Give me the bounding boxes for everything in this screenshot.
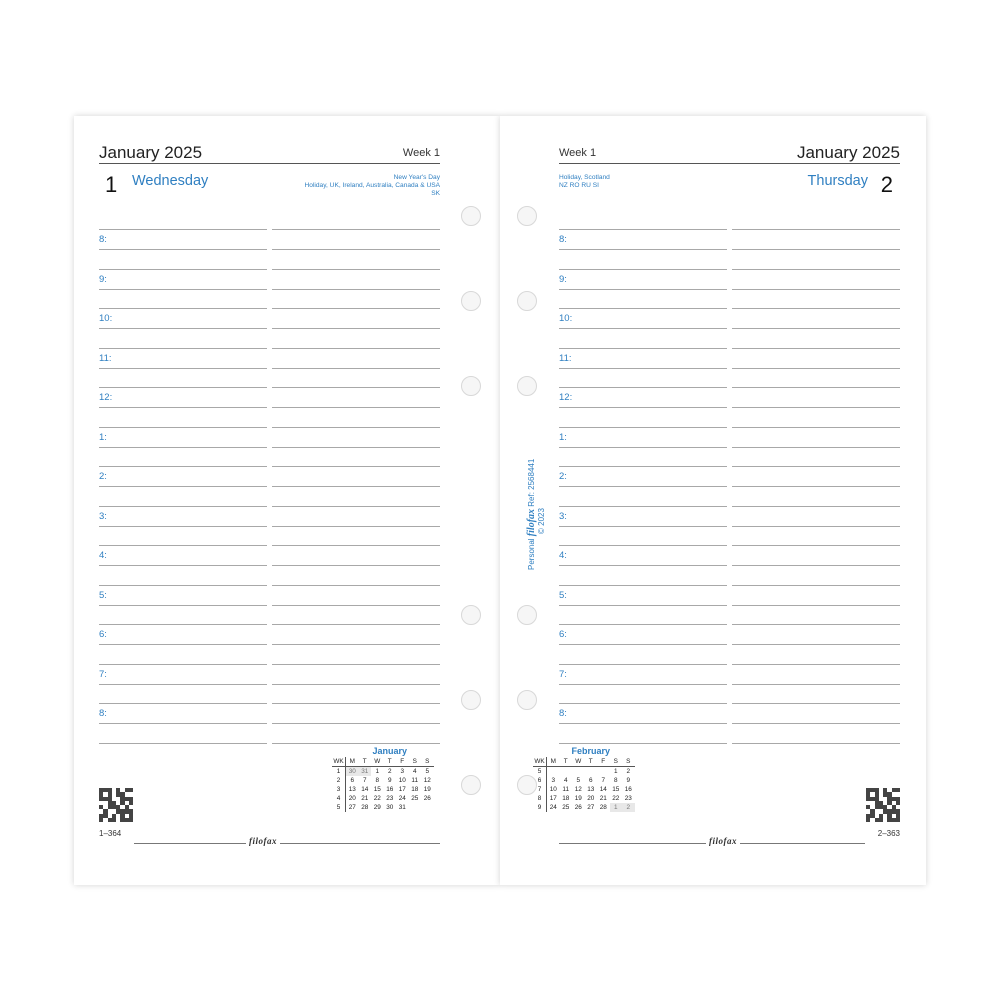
binder-hole [461, 291, 481, 311]
hour-label: 11: [559, 352, 572, 364]
day-number: 1 [105, 172, 118, 197]
calendar-day: 24 [549, 804, 557, 811]
ruled-line [732, 743, 900, 744]
week-number: 9 [533, 803, 547, 812]
ruled-line [559, 624, 727, 625]
binder-hole [517, 775, 537, 795]
ruled-line [732, 427, 900, 428]
calendar-day: 26 [423, 795, 431, 802]
ruled-line [732, 289, 900, 290]
calendar-day [560, 767, 573, 776]
filofax-logo: filofax [706, 836, 740, 846]
hour-label: 6: [559, 629, 567, 640]
hour-label: 4: [559, 550, 567, 561]
ruled-line [732, 229, 900, 230]
calendar-day: 25 [562, 804, 570, 811]
ruled-line [99, 308, 267, 309]
ruled-line [732, 545, 900, 546]
calendar-day: 7 [601, 777, 606, 784]
hour-label: 8: [559, 708, 567, 719]
binder-hole [461, 605, 481, 625]
calendar-day: 13 [348, 786, 356, 793]
calendar-day: 7 [362, 777, 367, 784]
ruled-line [272, 526, 440, 527]
day-number: 2 [880, 172, 893, 197]
qr-code [866, 788, 900, 822]
ruled-line [559, 407, 727, 408]
size-label: Personal [527, 538, 536, 570]
calendar-header: S [622, 757, 635, 767]
ruled-line [732, 605, 900, 606]
week-number: 5 [533, 767, 547, 776]
ruled-line [732, 565, 900, 566]
ruled-line [99, 605, 267, 606]
calendar-day: 28 [361, 804, 369, 811]
header-rule [99, 163, 440, 164]
ruled-line [559, 308, 727, 309]
mini-calendar-grid [533, 757, 635, 812]
month-title: January 2025 [99, 143, 203, 162]
calendar-day: 8 [613, 777, 618, 784]
calendar-day: 27 [348, 804, 356, 811]
calendar-day: 15 [612, 786, 620, 793]
hour-label: 1: [559, 431, 567, 443]
ruled-line [99, 684, 267, 685]
ruled-line [559, 328, 727, 329]
ruled-line [559, 743, 727, 744]
hour-label: 7: [559, 668, 567, 680]
ruled-line [559, 486, 727, 487]
ruled-line [99, 526, 267, 527]
calendar-day: 18 [411, 786, 419, 793]
ruled-line [732, 486, 900, 487]
calendar-day: 19 [423, 786, 431, 793]
ruled-line [272, 585, 440, 586]
calendar-header: T [585, 757, 598, 767]
hour-label: 12: [559, 392, 573, 403]
calendar-day: 1 [375, 768, 380, 775]
ruled-line [272, 664, 440, 665]
calendar-day: 9 [387, 777, 392, 784]
ruled-line [99, 545, 267, 546]
calendar-day: 29 [373, 804, 381, 811]
ruled-line [732, 328, 900, 329]
calendar-header: WK [533, 757, 547, 767]
calendar-day: 5 [576, 777, 581, 784]
hour-label: 3: [99, 510, 107, 522]
calendar-header: WK [332, 757, 346, 767]
week-number: 2 [332, 776, 346, 785]
ruled-line [732, 723, 900, 724]
ruled-line [559, 269, 727, 270]
calendar-day: 28 [599, 804, 607, 811]
ruled-line [732, 506, 900, 507]
hour-label: 8: [99, 234, 107, 245]
calendar-day: 2 [622, 803, 635, 812]
qr-module [129, 818, 133, 822]
calendar-day: 4 [412, 768, 417, 775]
hour-label: 4: [99, 550, 107, 561]
mini-calendar-title: February [571, 746, 610, 756]
binder-hole [461, 775, 481, 795]
ruled-line [559, 289, 727, 290]
ruled-line [99, 407, 267, 408]
calendar-day [585, 767, 598, 776]
ruled-line [559, 684, 727, 685]
calendar-day: 4 [563, 777, 568, 784]
ruled-line [272, 743, 440, 744]
week-number: 1 [332, 767, 346, 776]
week-number: 7 [533, 785, 547, 794]
week-label: Week 1 [402, 147, 440, 159]
hour-label: 3: [559, 510, 567, 522]
header-rule [559, 163, 900, 164]
ruled-line [99, 723, 267, 724]
calendar-header: M [547, 757, 560, 767]
calendar-header: S [421, 757, 434, 767]
calendar-day: 11 [562, 786, 570, 793]
week-label: Week 1 [559, 147, 597, 159]
ruled-line [559, 506, 727, 507]
ruled-line [272, 289, 440, 290]
mini-calendar [533, 746, 635, 812]
ruled-line [559, 387, 727, 388]
day-name: Thursday [807, 173, 868, 189]
calendar-day [597, 767, 610, 776]
ruled-line [732, 644, 900, 645]
hour-label: 9: [559, 273, 567, 285]
ruled-line [99, 624, 267, 625]
calendar-day: 6 [588, 777, 593, 784]
ruled-line [272, 723, 440, 724]
calendar-day: 10 [549, 786, 557, 793]
holiday-notes [559, 174, 610, 190]
calendar-header: M [346, 757, 359, 767]
calendar-day: 6 [350, 777, 355, 784]
binder-hole [517, 605, 537, 625]
ruled-line [732, 447, 900, 448]
reference-number: Ref: 2568441 [527, 458, 536, 507]
calendar-day: 26 [574, 804, 582, 811]
ruled-line [99, 703, 267, 704]
calendar-day: 25 [411, 795, 419, 802]
hour-label: 5: [99, 589, 107, 601]
calendar-day: 22 [373, 795, 381, 802]
hour-label: 8: [99, 708, 107, 719]
ruled-line [732, 348, 900, 349]
ruled-line [272, 466, 440, 467]
calendar-day: 1 [613, 768, 618, 775]
calendar-day: 23 [386, 795, 394, 802]
ruled-line [99, 348, 267, 349]
week-number: 3 [332, 785, 346, 794]
binder-hole [461, 690, 481, 710]
calendar-day: 3 [400, 768, 405, 775]
qr-module [896, 818, 900, 822]
ruled-line [99, 229, 267, 230]
ruled-line [559, 644, 727, 645]
holiday-line: New Year's Day [393, 174, 440, 181]
ruled-line [99, 387, 267, 388]
hour-label: 2: [559, 471, 567, 482]
ruled-line [99, 664, 267, 665]
calendar-day: 17 [549, 795, 557, 802]
calendar-day: 23 [624, 795, 632, 802]
ruled-line [559, 229, 727, 230]
ruled-line [99, 585, 267, 586]
ruled-line [272, 269, 440, 270]
ruled-line [99, 269, 267, 270]
ruled-line [732, 624, 900, 625]
ruled-line [99, 506, 267, 507]
calendar-day: 5 [425, 768, 430, 775]
calendar-day: 16 [624, 786, 632, 793]
holiday-notes [305, 174, 440, 199]
week-number: 5 [332, 803, 346, 812]
calendar-day: 15 [373, 786, 381, 793]
hour-label: 2: [99, 471, 107, 482]
calendar-day: 20 [348, 795, 356, 802]
ruled-line [272, 368, 440, 369]
calendar-header: S [610, 757, 623, 767]
ruled-line [272, 565, 440, 566]
ruled-line [99, 328, 267, 329]
ruled-line [732, 368, 900, 369]
mini-calendar-title: January [372, 746, 408, 756]
holiday-line: NZ RO RU SI [559, 182, 599, 190]
calendar-day: 18 [562, 795, 570, 802]
binder-hole [517, 690, 537, 710]
filofax-logo: filofax [526, 508, 537, 537]
ruled-line [559, 605, 727, 606]
ruled-line [272, 506, 440, 507]
page-number: 1–364 [99, 829, 122, 838]
ruled-line [732, 684, 900, 685]
holiday-line: Holiday, UK, Ireland, Australia, Canada & USA [304, 182, 440, 190]
calendar-day: 30 [346, 767, 359, 776]
calendar-day: 13 [587, 786, 595, 793]
ruled-line [559, 466, 727, 467]
week-number: 6 [533, 776, 547, 785]
calendar-day [572, 767, 585, 776]
calendar-day: 2 [626, 768, 631, 775]
hour-label: 6: [99, 629, 107, 640]
calendar-header: T [359, 757, 372, 767]
ruled-line [272, 249, 440, 250]
ruled-line [272, 644, 440, 645]
day-name: Wednesday [132, 173, 209, 189]
ruled-line [559, 723, 727, 724]
hour-label: 10: [559, 313, 573, 324]
ruled-line [272, 703, 440, 704]
calendar-day [409, 803, 422, 812]
calendar-day: 30 [386, 804, 394, 811]
ruled-line [559, 348, 727, 349]
ruled-line [732, 585, 900, 586]
calendar-day [421, 803, 434, 812]
ruled-line [272, 387, 440, 388]
ruled-line [559, 664, 727, 665]
calendar-header: T [384, 757, 397, 767]
binder-hole [517, 291, 537, 311]
ruled-line [99, 289, 267, 290]
ruled-line [559, 565, 727, 566]
binder-hole [461, 376, 481, 396]
month-title: January 2025 [796, 143, 900, 162]
ruled-line [559, 585, 727, 586]
ruled-line [732, 526, 900, 527]
calendar-day: 24 [398, 795, 406, 802]
ruled-line [272, 624, 440, 625]
ruled-line [559, 249, 727, 250]
ruled-line [732, 703, 900, 704]
calendar-day: 10 [398, 777, 406, 784]
calendar-day: 20 [587, 795, 595, 802]
ruled-line [99, 743, 267, 744]
ruled-line [732, 249, 900, 250]
ruled-line [99, 466, 267, 467]
calendar-day: 31 [359, 767, 372, 776]
footer-rule [134, 843, 440, 844]
ruled-line [99, 565, 267, 566]
calendar-day: 17 [398, 786, 406, 793]
hour-label: 7: [99, 668, 107, 680]
calendar-day: 8 [375, 777, 380, 784]
ruled-line [732, 308, 900, 309]
calendar-day: 2 [387, 768, 392, 775]
hour-label: 10: [99, 313, 113, 324]
ruled-line [272, 684, 440, 685]
ruled-line [732, 664, 900, 665]
calendar-day: 11 [411, 777, 419, 784]
ruled-line [559, 526, 727, 527]
calendar-day: 12 [574, 786, 582, 793]
ruled-line [99, 368, 267, 369]
binder-hole [517, 376, 537, 396]
page-number: 2–363 [877, 829, 900, 838]
calendar-day: 14 [599, 786, 607, 793]
right-page [500, 116, 926, 885]
calendar-header: S [409, 757, 422, 767]
hour-label: 5: [559, 589, 567, 601]
ruled-line [732, 269, 900, 270]
calendar-day: 27 [587, 804, 595, 811]
ruled-line [272, 229, 440, 230]
calendar-day: 21 [599, 795, 607, 802]
calendar-day: 3 [551, 777, 556, 784]
holiday-line: Holiday, Scotland [559, 174, 610, 181]
calendar-header: W [572, 757, 585, 767]
calendar-day: 12 [423, 777, 431, 784]
mini-calendar [332, 746, 434, 812]
ruled-line [559, 427, 727, 428]
ruled-line [559, 703, 727, 704]
calendar-header: W [371, 757, 384, 767]
ruled-line [272, 545, 440, 546]
ruled-line [559, 447, 727, 448]
ruled-line [732, 407, 900, 408]
ruled-line [272, 486, 440, 487]
ruled-line [272, 348, 440, 349]
ruled-line [99, 427, 267, 428]
calendar-day: 16 [386, 786, 394, 793]
calendar-day: 31 [398, 804, 406, 811]
calendar-day: 1 [610, 803, 623, 812]
ruled-line [272, 427, 440, 428]
ruled-line [99, 486, 267, 487]
hour-label: 8: [559, 234, 567, 245]
calendar-day: 14 [361, 786, 369, 793]
week-number: 4 [332, 794, 346, 803]
hour-label: 12: [99, 392, 113, 403]
qr-code [99, 788, 133, 822]
ruled-line [99, 249, 267, 250]
ruled-line [732, 466, 900, 467]
calendar-day [547, 767, 560, 776]
calendar-header: F [597, 757, 610, 767]
calendar-header: T [560, 757, 573, 767]
mini-calendar-grid [332, 757, 434, 812]
ruled-line [99, 644, 267, 645]
week-number: 8 [533, 794, 547, 803]
hour-label: 9: [99, 273, 107, 285]
left-page [74, 116, 500, 885]
ruled-line [559, 545, 727, 546]
spine-text [526, 458, 546, 570]
calendar-day: 22 [612, 795, 620, 802]
ruled-line [272, 447, 440, 448]
ruled-line [732, 387, 900, 388]
binder-hole [517, 206, 537, 226]
holiday-line: SK [431, 190, 440, 198]
ruled-line [272, 407, 440, 408]
ruled-line [99, 447, 267, 448]
ruled-line [559, 368, 727, 369]
filofax-logo: filofax [246, 836, 280, 846]
calendar-day: 19 [574, 795, 582, 802]
calendar-day: 9 [626, 777, 631, 784]
hour-label: 1: [99, 431, 107, 443]
hour-label: 11: [99, 352, 112, 364]
ruled-line [272, 328, 440, 329]
ruled-line [272, 605, 440, 606]
calendar-header: F [396, 757, 409, 767]
calendar-day: 21 [361, 795, 369, 802]
copyright-label: © 2023 [537, 508, 546, 534]
binder-hole [461, 206, 481, 226]
ruled-line [272, 308, 440, 309]
